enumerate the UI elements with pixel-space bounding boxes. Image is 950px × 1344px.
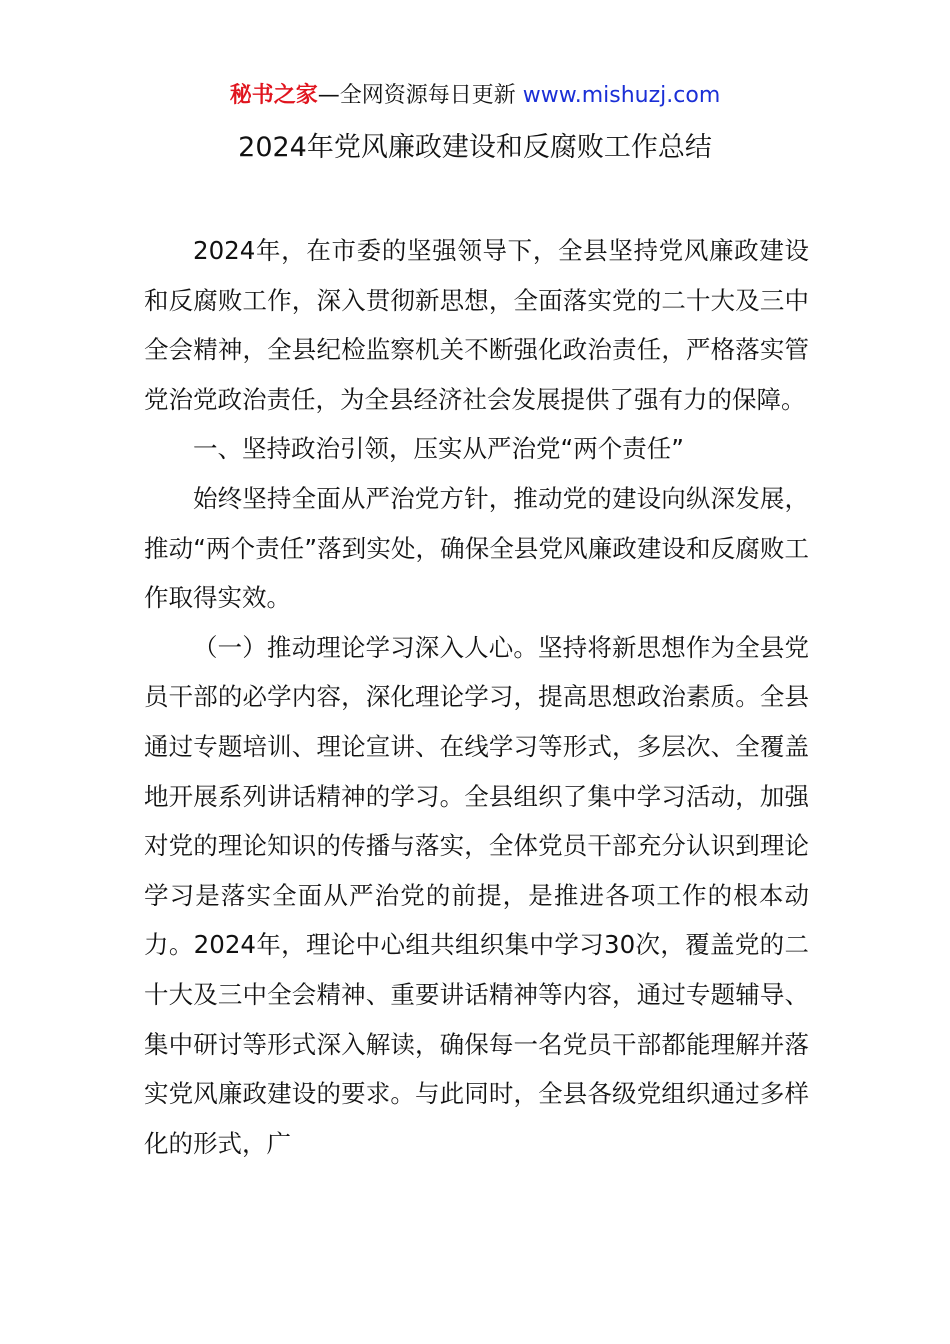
- intro-paragraph: 2024年，在市委的坚强领导下，全县坚持党风廉政建设和反腐败工作，深入贯彻新思想，全面落实党的二十大及三中全会精神，全县纪检监察机关不断强化政治责任，严格落实管党治党政治责任，为全县经济社会发展提供了强有力的保障。: [144, 236, 809, 414]
- document-body: [144, 226, 809, 1168]
- section-1-paragraph: 始终坚持全面从严治党方针，推动党的建设向纵深发展，推动“两个责任”落到实处，确保全县党风廉政建设和反腐败工作取得实效。: [144, 483, 809, 613]
- section-heading-1: 一、坚持政治引领，压实从严治党“两个责任”: [193, 434, 684, 464]
- subsection-1-paragraph: （一）推动理论学习深入人心。坚持将新思想作为全县党员干部的必学内容，深化理论学习，提高思想政治素质。全县通过专题培训、理论宣讲、在线学习等形式，多层次、全覆盖地开展系列讲话精神的学习。全县组织了集中学习活动，加强对党的理论知识的传播与落实，全体党员干部充分认识到理论学习是落实全面从严治党的前提，是推进各项工作的根本动力。2024年，理论中心组共组织集中学习30次，覆盖党的二十大及三中全会精神、重要讲话精神等内容，通过专题辅导、集中研讨等形式深入解读，确保每一名党员干部都能理解并落实党风廉政建设的要求。与此同时，全县各级党组织通过多样化的形式，广: [144, 632, 809, 1158]
- site-url-link[interactable]: www.mishuzj.com: [522, 83, 721, 108]
- site-brand: 秘书之家: [229, 83, 318, 108]
- site-header: [0, 80, 950, 112]
- document-title: 2024年党风廉政建设和反腐败工作总结: [238, 132, 712, 163]
- site-tagline: —全网资源每日更新: [317, 83, 523, 108]
